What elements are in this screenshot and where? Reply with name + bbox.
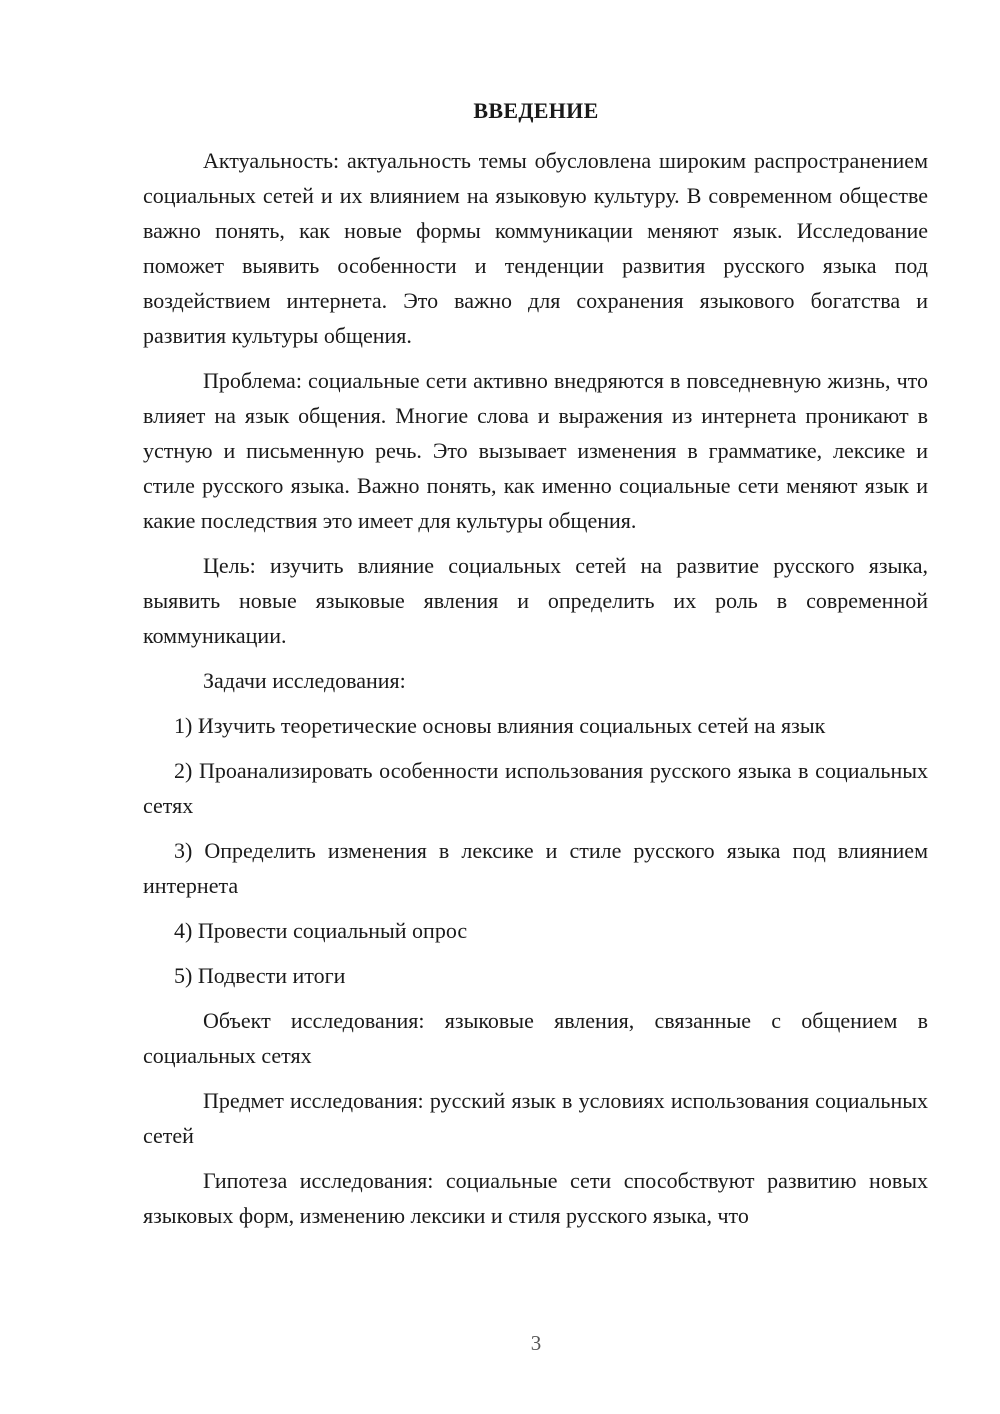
tasks-heading: Задачи исследования: bbox=[203, 668, 406, 693]
goal-paragraph: Цель: изучить влияние социальных сетей на развитие русского языка, выявить новые языковые явления и определить их роль в современной коммуникации. bbox=[143, 553, 928, 648]
task-item-1: 1) Изучить теоретические основы влияния социальных сетей на язык bbox=[174, 713, 826, 738]
task-item-3: 3) Определить изменения в лексике и стиле русского языка под влиянием интернета bbox=[143, 838, 928, 898]
section-title: ВВЕДЕНИЕ bbox=[473, 98, 599, 123]
hypothesis-paragraph: Гипотеза исследования: социальные сети способствуют развитию новых языковых форм, изменению лексики и стиля русского языка, что bbox=[143, 1168, 928, 1228]
task-item-4: 4) Провести социальный опрос bbox=[174, 918, 468, 943]
task-item-5: 5) Подвести итоги bbox=[174, 963, 346, 988]
subject-paragraph: Предмет исследования: русский язык в условиях использования социальных сетей bbox=[143, 1088, 928, 1148]
problem-paragraph: Проблема: социальные сети активно внедряются в повседневную жизнь, что влияет на язык общения. Многие слова и выражения из интернета проникают в устную и письменную речь. Это вызывает изменения в грамматике, лексике и стиле русского языка. Важно понять, как именно социальные сети меняют язык и какие последствия это имеет для культуры общения. bbox=[143, 368, 928, 533]
object-paragraph: Объект исследования: языковые явления, связанные с общением в социальных сетях bbox=[143, 1008, 928, 1068]
task-item-2: 2) Проанализировать особенности использования русского языка в социальных сетях bbox=[143, 758, 928, 818]
page-number: 3 bbox=[530, 1331, 542, 1355]
document-body bbox=[143, 143, 928, 1243]
relevance-paragraph: Актуальность: актуальность темы обусловлена широким распространением социальных сетей и их влиянием на языковую культуру. В современном обществе важно понять, как новые формы коммуникации меняют язык. Исследование поможет выявить особенности и тенденции развития русского языка под воздействием интернета. Это важно для сохранения языкового богатства и развития культуры общения. bbox=[143, 148, 928, 348]
